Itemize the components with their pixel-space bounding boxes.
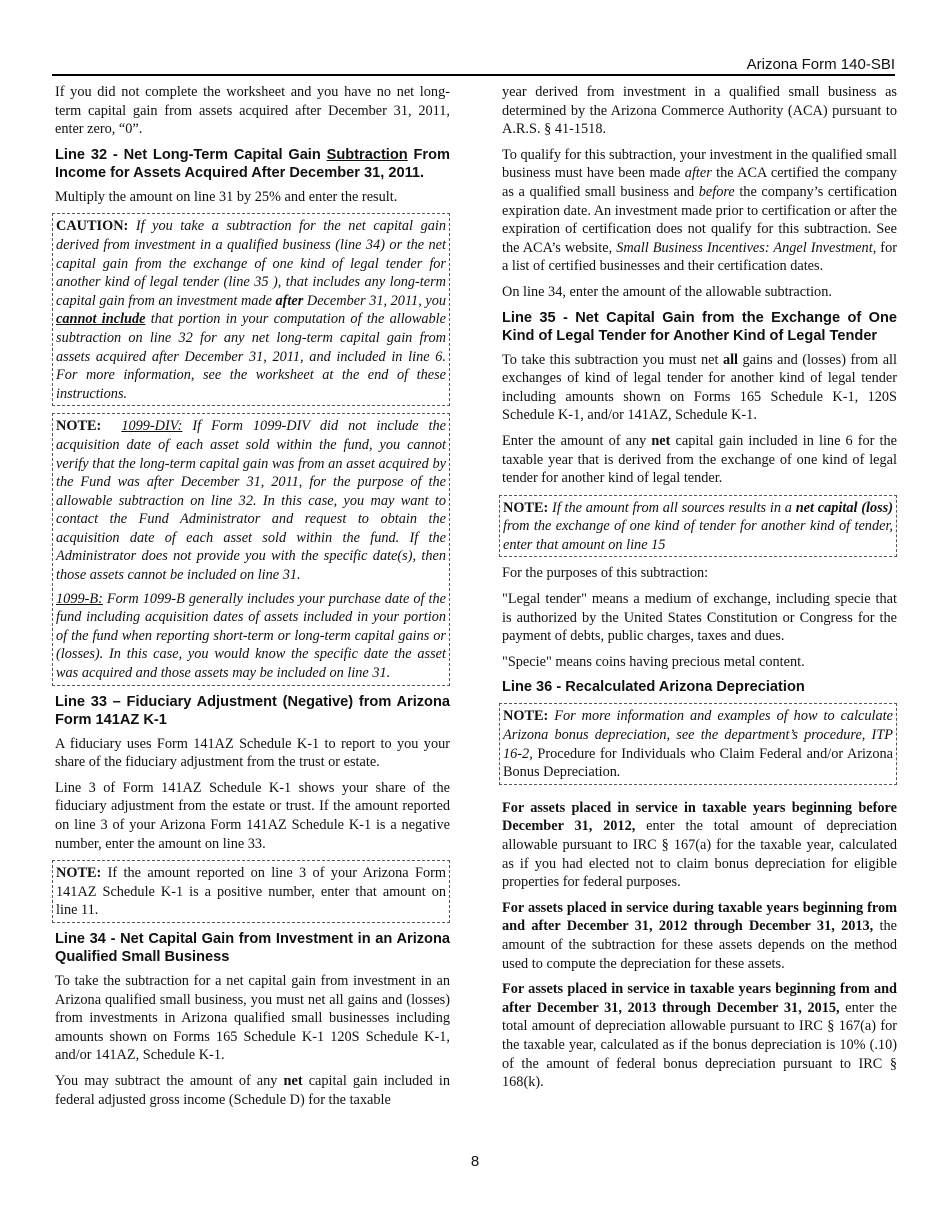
caution-box: CAUTION: If you take a subtraction for the net capital gain derived from investment in a qualified business (line 34) or the net capital gain from the exchange of one kind of legal tender for another kind of legal tender (line 35 ), that includes any long-term capital gain from an investment made after December 31, 2011, you cannot include that portion in your computation of the allowable subtraction on line 32 for any net long-term capital gain from assets acquired after December 31, 2011, and included in line 6. For more information, see the worksheet at the end of these instructions. [52,213,450,406]
line33-paragraph-2: Line 3 of Form 141AZ Schedule K-1 shows your share of the fiduciary adjustment from the estate or trust. If the amount reported on line 3 of your Arizona Form 141AZ Schedule K-1 is a negative number, enter the amount on line 33. [55,779,450,852]
line32-heading: Line 32 - Net Long-Term Capital Gain Subtraction From Income for Assets Acquired After December 31, 2011. [55,146,450,181]
line35-note-box: NOTE: If the amount from all sources results in a net capital (loss) from the exchange of one kind of tender for another kind of tender, enter that amount on line 15 [499,495,897,558]
specie-definition: "Specie" means coins having precious metal content. [502,653,805,670]
line34-paragraph-1: To take the subtraction for a net capital gain from investment in an Arizona qualified small business, you must net all gains and (losses) from investments in Arizona qualified small businesses including amounts shown on Forms 165 Schedule K-1 120S Schedule K-1, and/or 141AZ, Schedule K-1. [55,972,450,1064]
line34-paragraph-2: You may subtract the amount of any net capital gain included in federal adjusted gross income (Schedule D) for the taxable [55,1072,451,1108]
line33-paragraph-1: A fiduciary uses Form 141AZ Schedule K-1 to report to you your share of the fiduciary adjustment from the trust or estate. [55,735,450,771]
left-column [55,83,450,1116]
qualify-paragraph: To qualify for this subtraction, your investment in the qualified small business must have been made after the ACA certified the company as a qualified small business and before the company’s certification expiration date. An investment made prior to certification or after the expiration of certification does not qualify for this subtraction. See the ACA’s website, Small Business Incentives: Angel Investment, for a list of certified businesses and their certification dates. [502,146,898,275]
purposes-text: For the purposes of this subtraction: [502,565,709,582]
line34-heading: Line 34 - Net Capital Gain from Investment in an Arizona Qualified Small Business [55,930,450,965]
intro-paragraph: If you did not complete the worksheet and you have no net long-term capital gain from assets acquired after December 31, 2011, enter zero, “0”. [55,84,450,138]
line35-paragraph-2: Enter the amount of any net capital gain included in line 6 for the taxable year that is derived from the exchange of one kind of legal tender for another kind of legal tender. [502,432,897,487]
line33-heading: Line 33 – Fiduciary Adjustment (Negative) from Arizona Form 141AZ K-1 [55,693,450,728]
line35-paragraph-1: To take this subtraction you must net all gains and (losses) from all exchanges of kind of legal tender for another kind of legal tender including amounts shown on Forms 165 Schedule K-1, 120S Schedule K-1, and/or 141AZ, Schedule K-1. [502,351,897,424]
line34-continued: year derived from investment in a qualified small business as determined by the Arizona Commerce Authority (ACA) pursuant to A.R.S. § 41-1518. [502,84,897,138]
line36-paragraph-1: For assets placed in service in taxable years beginning before December 31, 2012, enter the total amount of depreciation allowable pursuant to IRC § 167(a) for the taxable year, calculated as if you had elected not to claim bonus depreciation for eligible properties for federal purposes. [502,799,897,891]
caution-label: CAUTION: [56,218,129,235]
note-label: NOTE: [56,418,102,435]
form-title: Arizona Form 140-SBI [746,56,895,73]
right-column [502,83,897,1099]
1099-div-label: 1099-DIV: [121,418,183,435]
line33-note-box: NOTE: If the amount reported on line 3 of your Arizona Form 141AZ Schedule K-1 is a positive number, enter that amount on line 11. [52,860,450,923]
header-rule [52,74,895,76]
legal-tender-definition: "Legal tender" means a medium of exchange, including specie that is authorized by the United States Constitution or Congress for the payment of debts, public charges, taxes and dues. [502,591,897,645]
1099-b-label: 1099-B: [56,590,103,607]
line36-note-box: NOTE: For more information and examples of how to calculate Arizona bonus depreciation, see the department’s procedure, ITP 16-2, Procedure for Individuals who Claim Federal and/or Arizona Bonus Depreciation. [499,703,897,784]
line36-paragraph-2: For assets placed in service during taxable years beginning from and after December 31, 2012 through December 31, 2013, the amount of the subtraction for these assets depends on the method used to compute the depreciation for these assets. [502,899,898,972]
note-1099-box: NOTE: 1099-DIV: If Form 1099-DIV did not include the acquisition date of each asset sold within the fund, you cannot verify that the long-term capital gain was from an asset acquired by the Fund was after December 31, 2011, for the purpose of the allowable subtraction on line 32. In this case, you may want to contact the Fund Administrator and request to obtain the acquisition date of each asset sold within the fund. If the Administrator does not provide you with the specific date(s), then those assets cannot be included on line 31. 1099-B: Form 1099-B generally includes your purchase date of the fund including acquisition dates of assets included in your portion of the fund when reporting short-term or long-term capital gains or (losses). In this case, you would know the specific date the asset was acquired and those assets may be included on line 31. [52,413,450,685]
line34-enter: On line 34, enter the amount of the allowable subtraction. [502,283,832,300]
line36-heading: Line 36 - Recalculated Arizona Depreciation [502,679,805,696]
line32-text: Multiply the amount on line 31 by 25% and enter the result. [55,188,398,205]
line35-heading: Line 35 - Net Capital Gain from the Exchange of One Kind of Legal Tender for Another Kind of Legal Tender [502,309,897,344]
line36-paragraph-3: For assets placed in service in taxable years beginning from and after December 31, 2013 through December 31, 2015, enter the total amount of depreciation allowable pursuant to IRC § 167(a) for the taxable year, calculated as if the bonus depreciation is 10% (.10) of the amount of federal bonus depreciation pursuant to IRC § 168(k). [502,981,898,1091]
page-number: 8 [470,1153,480,1170]
